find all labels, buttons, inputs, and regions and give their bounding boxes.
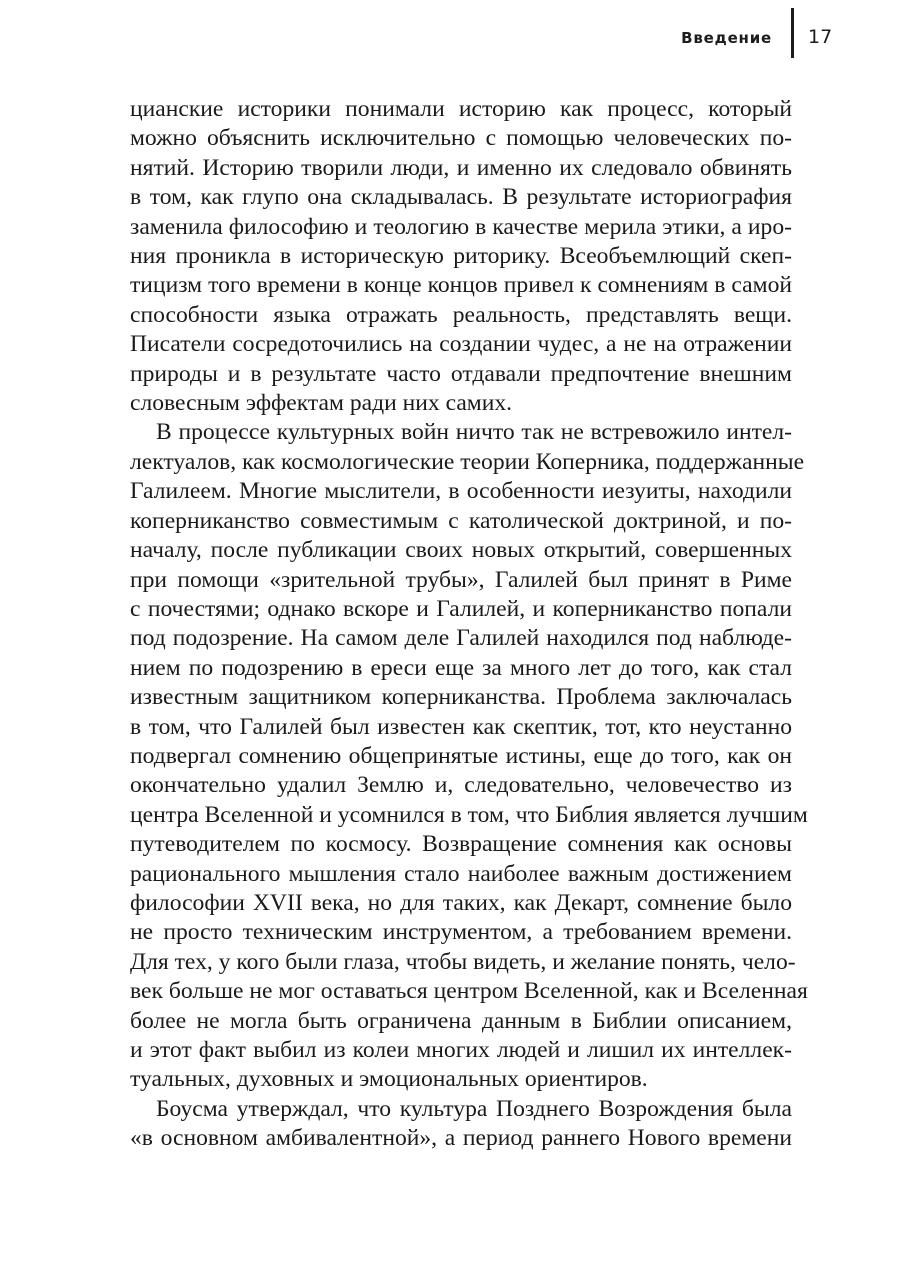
- section-title: Введение: [681, 29, 772, 47]
- text-line: нятий. Историю творили люди, и именно их следовало обвинять: [130, 154, 792, 181]
- text-line: способности языка отражать реальность, представлять вещи.: [130, 301, 792, 328]
- text-line: цианские историки понимали историю как процесс, который: [130, 96, 792, 122]
- text-line: ния проникла в историческую риторику. Всеобъемлющий скеп-: [130, 243, 792, 270]
- text-line: при помощи «зрительной трубы», Галилей был принят в Риме: [130, 566, 792, 593]
- text-line: не просто техническим инструментом, а требованием времени.: [130, 919, 792, 946]
- text-line: Галилеем. Многие мыслители, в особенности иезуиты, находили: [130, 478, 792, 505]
- text-line: словесным эффектам ради них самих.: [130, 390, 513, 417]
- text-line: заменила философию и теологию в качестве мерила этики, а иро-: [130, 213, 792, 240]
- text-line: подвергал сомнению общепринятые истины, еще до того, как он: [130, 742, 792, 769]
- page-number: 17: [808, 26, 833, 48]
- text-line: природы и в результате часто отдавали предпочтение внешним: [130, 360, 792, 387]
- text-line: тицизм того времени в конце концов привел к сомнениям в самой: [130, 272, 792, 299]
- text-line: В процессе культурных войн ничто так не встревожило интел-: [156, 419, 792, 446]
- text-line: центра Вселенной и усомнился в том, что Библия является лучшим: [130, 801, 808, 828]
- text-line: началу, после публикации своих новых открытий, совершенных: [130, 537, 792, 564]
- text-line: с почестями; однако вскоре и Галилей, и коперниканство попали: [130, 595, 792, 622]
- text-line: век больше не мог оставаться центром Вселенной, как и Вселенная: [130, 978, 808, 1005]
- text-line: и этот факт выбил из колеи многих людей и лишил их интеллек-: [130, 1037, 792, 1063]
- text-line: более не могла быть ограничена данным в Библии описанием,: [130, 1007, 792, 1034]
- body-text: [130, 95, 808, 1154]
- paragraph: [130, 1095, 792, 1154]
- running-head: [0, 0, 922, 70]
- text-line: можно объяснить исключительно с помощью человеческих по-: [130, 125, 792, 152]
- text-line: окончательно удалил Землю и, следовательно, человечество из: [130, 772, 792, 799]
- text-line: известным защитником коперниканства. Проблема заключалась: [130, 684, 792, 711]
- text-line: коперниканство совместимым с католической доктриной, и по-: [130, 507, 792, 534]
- text-line: лектуалов, как космологические теории Коперника, поддержанные: [130, 448, 805, 475]
- paragraph: [130, 418, 808, 1094]
- text-line: в том, что Галилей был известен как скептик, тот, кто неустанно: [130, 713, 792, 740]
- paragraph: [130, 95, 792, 418]
- text-line: туальных, духовных и эмоциональных ориентиров.: [130, 1066, 648, 1093]
- text-line: Писатели сосредоточились на создании чудес, а не на отражении: [130, 331, 792, 358]
- text-line: под подозрение. На самом деле Галилей находился под наблюде-: [130, 625, 792, 652]
- text-line: нием по подозрению в ереси еще за много лет до того, как стал: [130, 654, 792, 681]
- header-divider: [791, 8, 794, 58]
- text-line: «в основном амбивалентной», а период раннего Нового времени: [130, 1125, 792, 1152]
- text-line: рационального мышления стало наиболее важным достижением: [130, 860, 792, 887]
- text-line: Для тех, у кого были глаза, чтобы видеть, и желание понять, чело-: [130, 948, 796, 975]
- text-line: в том, как глупо она складывалась. В результате историография: [130, 184, 792, 211]
- text-line: Боусма утверждал, что культура Позднего Возрождения была: [156, 1095, 792, 1122]
- text-line: путеводителем по космосу. Возвращение сомнения как основы: [130, 831, 792, 858]
- text-line: философии XVII века, но для таких, как Декарт, сомнение было: [130, 889, 792, 916]
